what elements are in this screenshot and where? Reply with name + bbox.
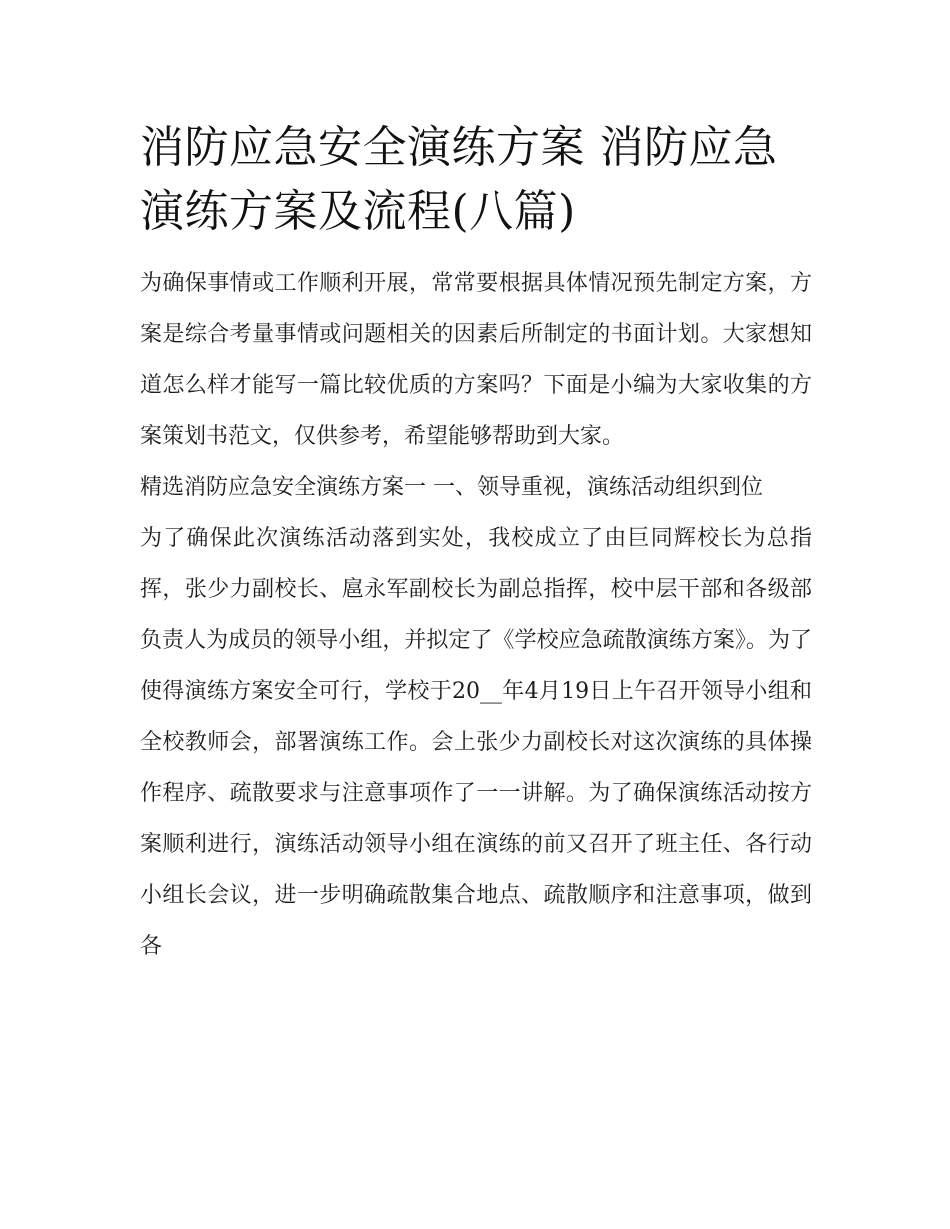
intro-paragraph: 为确保事情或工作顺利开展，常常要根据具体情况预先制定方案，方案是综合考量事情或问题相关的因素后所制定的书面计划。大家想知道怎么样才能写一篇比较优质的方案吗？下面是小编为大家收集的方案策划书范文，仅供参考，希望能够帮助到大家。 [140, 271, 812, 449]
document-title: 消防应急安全演练方案 消防应急演练方案及流程(八篇) [140, 122, 778, 237]
body-paragraph: 为了确保此次演练活动落到实处，我校成立了由巨同辉校长为总指挥，张少力副校长、扈永军副校长为副总指挥，校中层干部和各级部负责人为成员的领导小组，并拟定了《学校应急疏散演练方案》。为了使得演练方案安全可行，学校于20__年4月19日上午召开领导小组和全校教师会，部署演练工作。会上张少力副校长对这次演练的具体操作程序、疏散要求与注意事项作了一一讲解。为了确保演练活动按方案顺利进行，演练活动领导小组在演练的前又召开了班主任、各行动小组长会议，进一步明确疏散集合地点、疏散顺序和注意事项，做到各 [140, 526, 812, 959]
document-content [140, 116, 812, 972]
section-heading: 精选消防应急安全演练方案一 一、领导重视，演练活动组织到位 [140, 475, 763, 500]
